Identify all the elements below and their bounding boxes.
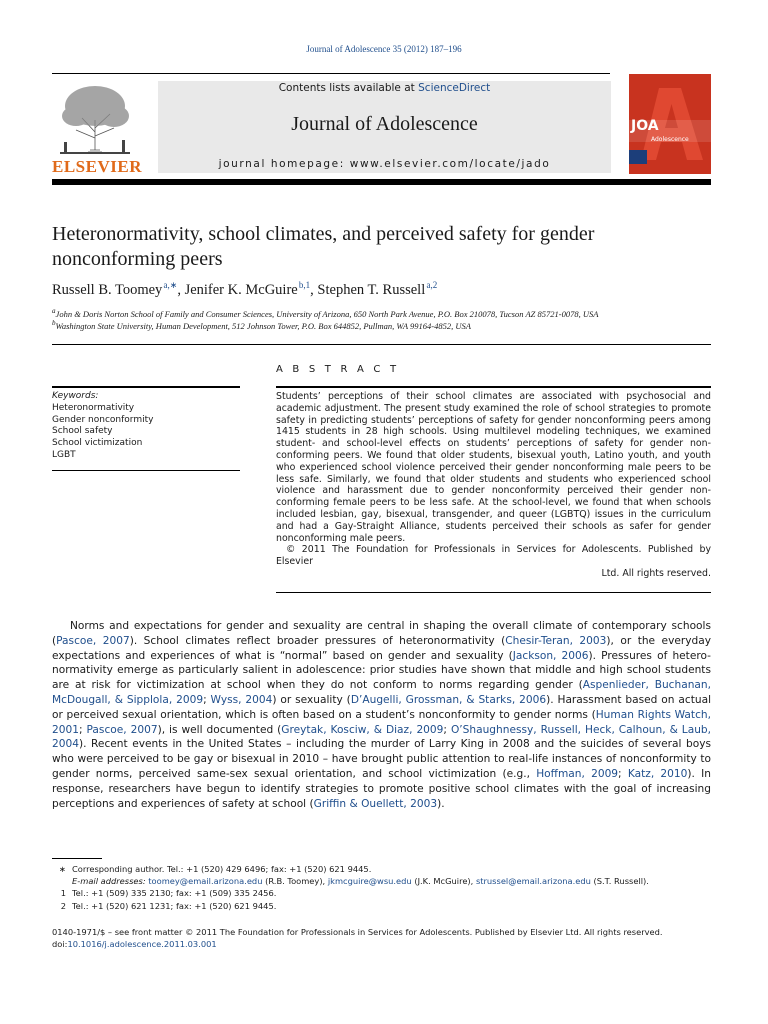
body-text: ), or the everyday expectations and experiences of what is “normal” based on gender and sexuality ( (52, 634, 711, 662)
keywords-rule (52, 386, 240, 388)
citation-link[interactable]: Katz, 2010 (627, 767, 688, 780)
header-rule (52, 73, 610, 74)
front-matter-line: 0140-1971/$ – see front matter © 2011 The Foundation for Professionals in Services for Adolescents. Published by Elsevier Ltd. All rights reserved. (52, 927, 663, 937)
citation-link[interactable]: Human Rights Watch, 2001 (52, 708, 711, 736)
abstract-text: Students’ perceptions of their school climates are associated with psychosocial and academic adjustment. The present study examined the role of school strategies to promote safety in predicting students’ perceptions of safety for gender nonconforming peers among 1415 students in 28 high schools. Using multilevel modeling techniques, we examined student- and school-level effects on students’ perceptions of safety for gender non-conforming peers. We found that older students, bisexual youth, Latino youth, and youth who experienced school violence perceived their gender nonconforming male peers to be less safe. Similarly, we found that older students and students who experienced school violence and harassment due to gender nonconformity perceived their gender non-conforming female peers to be less safe. At the school-level, we found that when schools included lesbian, gay, bisexual, transgender, and queer (LGBTQ) issues in the curriculum and had a Gay-Straight Alliance, students perceived their schools as safer for gender nonconforming male peers. © 2011 The Foundation for Professionals in Services for Adolescents. Published by Elsevier Ltd. All rights reserved. (276, 391, 711, 579)
citation-link[interactable]: Aspenlieder, Buchanan, McDougall, & Sipplola, 2009 (52, 679, 711, 706)
contents-line: Contents lists available at ScienceDirect (278, 82, 491, 94)
footnote-emails: E-mail addresses: toomey@email.arizona.edu (R.B. Toomey), jkmcguire@wsu.edu (J.K. McGuire), strussel@email.arizona.edu (S.T. Russell). (72, 876, 649, 886)
body-text: ), is well documented ( (157, 723, 282, 736)
author-list: Russell B. Toomey $^{a,∗}$, Jenifer K. McGuire $^{b,1}$, Stephen T. Russell $^{a,2}$ (52, 280, 438, 298)
citation-link[interactable]: Greytak, Kosciw, & Diaz, 2009 (281, 723, 444, 736)
footnote-corresponding: ∗ Corresponding author. Tel.: +1 (520) 429 6496; fax: +1 (520) 621 9445. (59, 864, 372, 874)
email-link[interactable]: jkmcguire@wsu.edu (327, 876, 412, 886)
citation-link[interactable]: Jackson, 2006 (512, 649, 589, 662)
abstract-copyright: © 2011 The Foundation for Professionals in Services for Adolescents. Published by Elsevier (276, 544, 711, 568)
abstract-bottom-rule (276, 592, 711, 593)
body-text: ). In response, researchers have begun to identify strategies to promote positive school climates with the goal of increasing perceptions and experiences of safety at school ( (52, 767, 711, 810)
journal-title: Journal of Adolescence (291, 113, 478, 135)
keywords-bottom-rule (52, 470, 240, 471)
keywords-heading: Keywords: (52, 391, 99, 401)
author-name: Jenifer K. McGuire (184, 281, 298, 298)
citation-link[interactable]: D’Augelli, Grossman, & Starks, 2006 (350, 693, 547, 706)
author-affiliation-mark[interactable]: a,2 (426, 280, 438, 290)
citation-link[interactable]: Chesir-Teran, 2003 (505, 634, 607, 647)
email-link[interactable]: toomey@email.arizona.edu (148, 876, 263, 886)
citation-link[interactable]: Hoffman, 2009 (536, 767, 619, 780)
journal-citation[interactable]: Journal of Adolescence 35 (2012) 187–196 (306, 44, 462, 54)
body-text: ). Recent events in the United States – including the murder of Larry King in 2008 and the suicides of several boys who were perceived to be gay or bisexual in 2010 – have brought public attention to real-life instances of nonconformity to gender norms, perceived same-sex sexual orientation, and school victimization (e.g., (52, 738, 711, 780)
affiliation-rule (52, 344, 711, 345)
author-affiliation-mark[interactable]: a,∗ (163, 280, 178, 290)
footnote-rule (52, 858, 102, 859)
body-text: ). Pressures of hetero-normativity emerge as particularly salient in adolescence: prior studies have shown that middle and high school students are at risk for victimization at school when they do not conform to norms regarding gender ( (52, 649, 711, 692)
citation-link[interactable]: Pascoe, 2007 (86, 723, 158, 736)
doi-line: doi:10.1016/j.adolescence.2011.03.001 (52, 939, 217, 949)
author-name: Stephen T. Russell (317, 281, 426, 298)
article-title: Heteronormativity, school climates, and perceived safety for gender nonconforming peers (52, 223, 595, 270)
keyword: School safety (52, 426, 113, 437)
footnote-1: 1 Tel.: +1 (509) 335 2130; fax: +1 (509) 335 2456. (60, 888, 277, 898)
keyword: LGBT (52, 449, 76, 460)
citation-link[interactable]: O’Shaughnessy, Russell, Heck, Calhoun, & Laub, 2004 (52, 723, 711, 751)
journal-cover-image (629, 74, 711, 174)
citation-link[interactable]: Pascoe, 2007 (56, 634, 130, 647)
keyword: Heteronormativity (52, 402, 135, 413)
body-text: ; (78, 723, 87, 736)
body-text: ) or sexuality ( (272, 693, 351, 706)
author-affiliation-mark[interactable]: b,1 (298, 280, 311, 290)
body-text: ). School climates reflect broader pressures of heteronormativity ( (129, 634, 506, 647)
abstract-rule (276, 386, 711, 388)
cover-logo-text: JOA (631, 118, 659, 134)
abstract-heading: A B S T R A C T (276, 364, 400, 375)
email-link[interactable]: strussel@email.arizona.edu (475, 876, 591, 886)
abstract-copyright-cont: Ltd. All rights reserved. (601, 567, 711, 579)
citation-link[interactable]: Wyss, 2004 (210, 693, 273, 706)
elsevier-wordmark: ELSEVIER (52, 157, 142, 176)
affiliation: $^b$Washington State University, Human Development, 512 Johnson Tower, P.O. Box 644852, Pullman, WA 99164-4852, USA (52, 319, 471, 331)
body-text: ; (203, 693, 211, 706)
header-thick-rule (52, 179, 711, 185)
journal-homepage[interactable]: journal homepage: www.elsevier.com/locate/jado (218, 158, 551, 170)
body-paragraph (52, 619, 711, 811)
cover-subtitle: Adolescence (651, 136, 689, 143)
sciencedirect-link[interactable]: ScienceDirect (418, 82, 491, 94)
footnote-2: 2 Tel.: +1 (520) 621 1231; fax: +1 (520) 621 9445. (60, 901, 277, 911)
citation-link[interactable]: Griffin & Ouellett, 2003 (313, 797, 438, 810)
keyword: School victimization (52, 438, 143, 449)
author-name: Russell B. Toomey (52, 281, 163, 298)
affiliation: $^a$John & Doris Norton School of Family and Consumer Sciences, University of Arizona, 650 North Park Avenue, P.O. Box 210078, Tucson AZ 85721-0078, USA (52, 307, 599, 319)
keywords-block (52, 391, 153, 462)
doi-link[interactable]: 10.1016/j.adolescence.2011.03.001 (67, 939, 217, 949)
body-text: ; (618, 767, 628, 780)
body-text: Norms and expectations for gender and sexuality are central in shaping the overall climate of contemporary schools ( (52, 620, 711, 647)
body-text: ). (437, 797, 445, 810)
keyword: Gender nonconformity (52, 414, 154, 425)
body-text: ; (443, 723, 451, 736)
body-text: ). Harassment based on actual or perceived sexual orientation, which is often based on a student’s nonconformity to gender norms ( (52, 693, 712, 721)
